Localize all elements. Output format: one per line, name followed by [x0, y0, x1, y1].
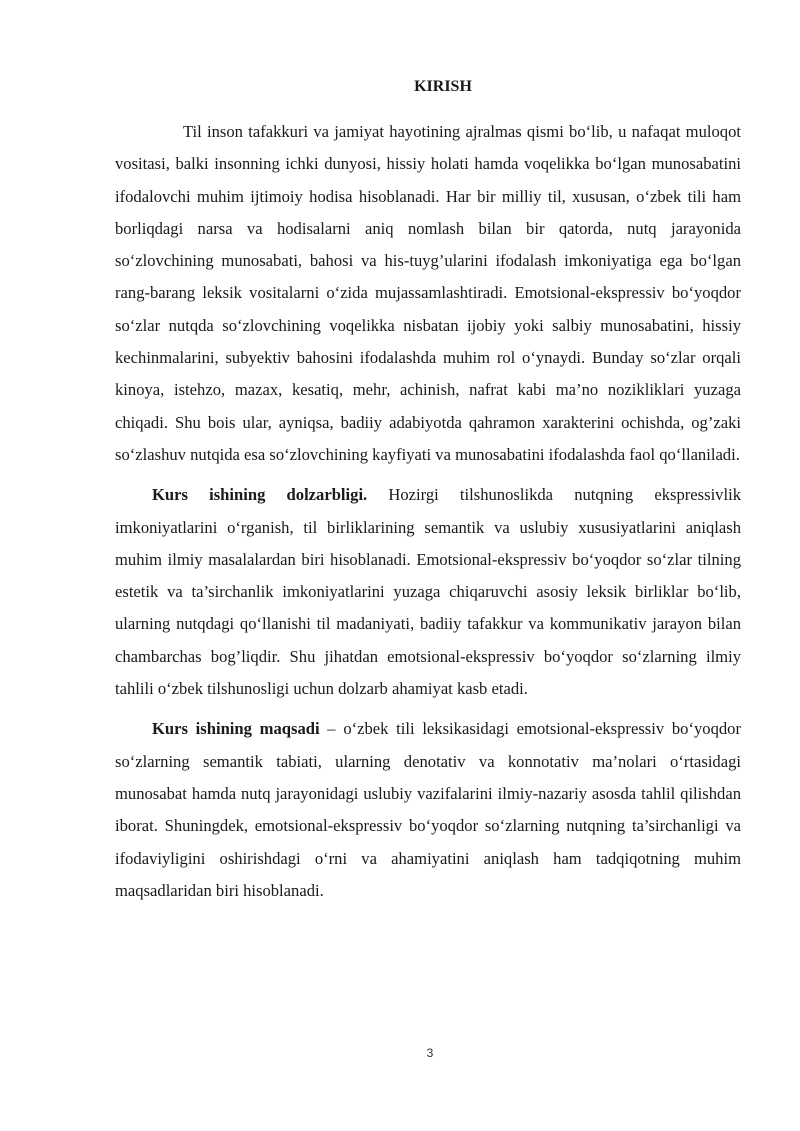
relevance-text: Hozirgi tilshunoslikda nutqning ekspressivlik imkoniyatlarini o‘rganish, til birliklarining semantik va uslubiy xususiyatlarini aniqlash muhim ilmiy masalalardan biri hisoblanadi. Emotsional-ekspressiv bo‘yoqdor so‘zlar tilning estetik va ta’sirchanlik imkoniyatlarini yuzaga chiqaruvchi asosiy leksik birliklar bo‘lib, ularning nutqdagi qo‘llanishi til madaniyati, badiiy tafakkur va kommunikativ jarayon bilan chambarchas bog’liqdir. Shu jihatdan emotsional-ekspressiv bo‘yoqdor so‘zlarning ilmiy tahlili o‘zbek tilshunosligi uchun dolzarb ahamiyat kasb etadi. — [115, 485, 741, 699]
intro-paragraph: Til inson tafakkuri va jamiyat hayotining ajralmas qismi bo‘lib, u nafaqat muloqot vositasi, balki insonning ichki dunyosi, hissiy holati hamda voqelikka bo‘lgan munosabatini ifodalovchi muhim ijtimoiy hodisa hisoblanadi. Har bir milliy til, xususan, o‘zbek tili ham borliqdagi narsa va hodisalarni aniq nomlash bilan bir qatorda, nutq jarayonida so‘zlovchining munosabati, bahosi va his-tuyg’ularini ifodalash imkoniyatiga ega bo‘lgan rang-barang leksik vositalarni o‘zida mujassamlashtiradi. Emotsional-ekspressiv bo‘yoqdor so‘zlar nutqda so‘zlovchining voqelikka nisbatan ijobiy yoki salbiy munosabatini, hissiy kechinmalarini, subyektiv bahosini ifodalashda muhim rol o‘ynaydi. Bunday so‘zlar orqali kinoya, istehzo, mazax, kesatiq, mehr, achinish, nafrat kabi ma’no nozikliklari yuzaga chiqadi. Shu bois ular, ayniqsa, badiiy adabiyotda qahramon xarakterini ochishda, og’zaki so‘zlashuv nutqida esa so‘zlovchining kayfiyati va munosabatini ifodalashda faol qo‘llaniladi. — [115, 122, 741, 464]
page-content — [115, 76, 741, 907]
relevance-heading: Kurs ishining dolzarbligi. — [152, 485, 368, 505]
goal-text: – o‘zbek tili leksikasidagi emotsional-ekspressiv bo‘yoqdor so‘zlarning semantik tabiati, ularning denotativ va konnotativ ma’nolari o‘rtasidagi munosabat hamda nutq jarayonidagi uslubiy vazifalarini ilmiy-nazariy asosda tahlil qilishdan iborat. Shuningdek, emotsional-ekspressiv bo‘yoqdor so‘zlarning nutqning ta’sirchanligi va ifodaviyligini oshirishdagi o‘rni va ahamiyatini aniqlash ham tadqiqotning muhim maqsadlaridan biri hisoblanadi. — [115, 719, 741, 900]
page-number: 3 — [426, 1046, 434, 1060]
goal-paragraph — [115, 713, 741, 907]
section-title: KIRISH — [414, 78, 472, 95]
relevance-paragraph — [115, 479, 741, 705]
goal-heading: Kurs ishining maqsadi — [152, 719, 320, 739]
